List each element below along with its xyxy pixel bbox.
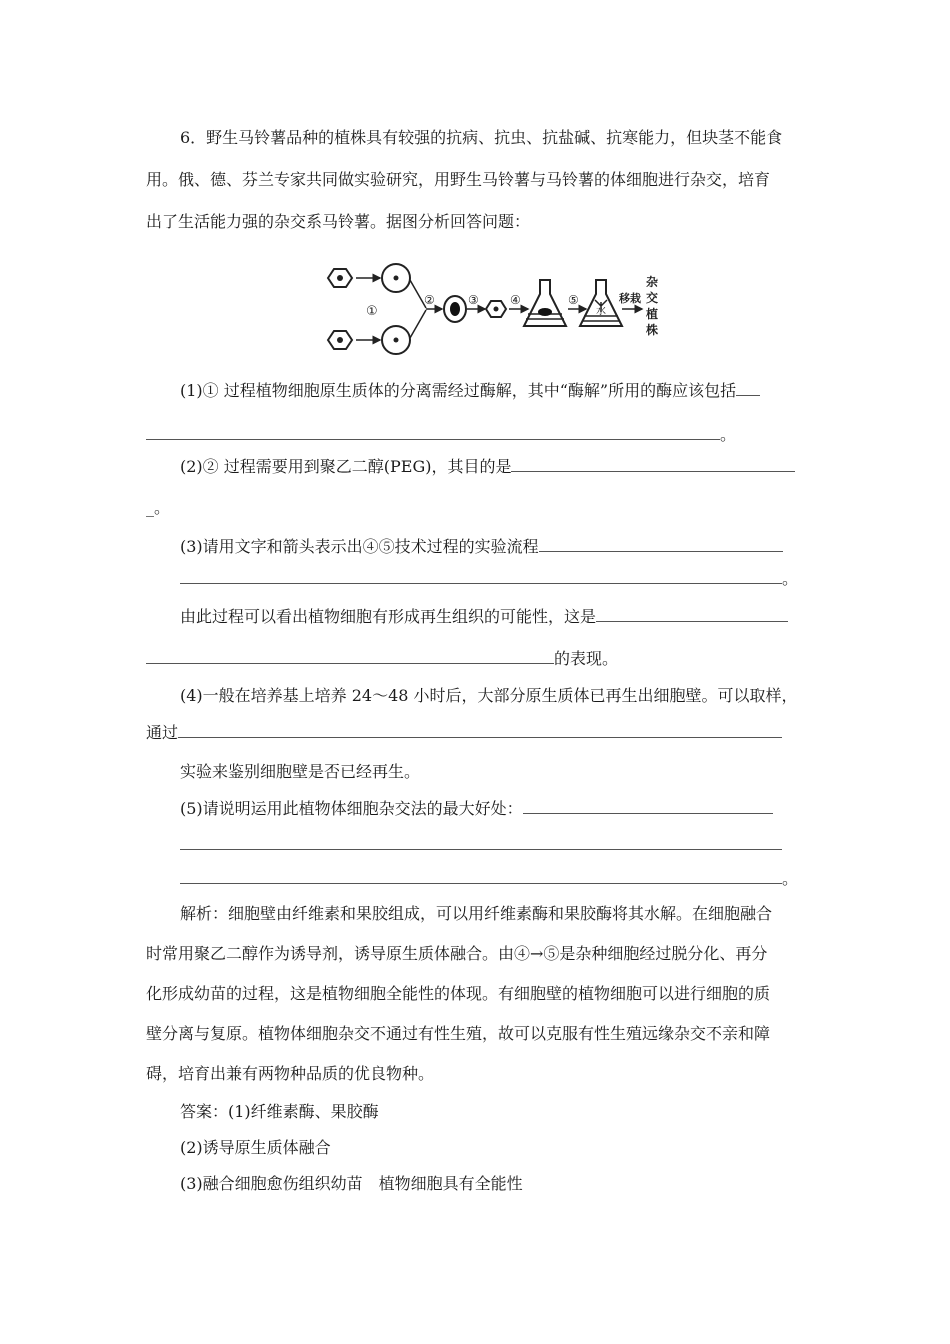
- answer-blank-4[interactable]: [178, 722, 782, 738]
- result-char-3: 植: [646, 307, 659, 321]
- culture-flask-2-icon: [580, 280, 622, 326]
- plant-cell-top-icon: [328, 269, 352, 287]
- sub-question-3b-text: 由此过程可以看出植物细胞有形成再生组织的可能性，这是: [180, 607, 597, 626]
- sub-question-4c: 实验来鉴别细胞壁是否已经再生。: [180, 762, 421, 781]
- step-2-label: ②: [424, 293, 435, 307]
- answer-line-2: (2)诱导原生质体融合: [180, 1138, 331, 1157]
- sub-question-1-text: (1)① 过程植物细胞原生质体的分离需经过酶解，其中“酶解”所用的酶应该包括: [180, 381, 737, 400]
- plant-cell-bottom-icon: [328, 331, 352, 349]
- sub-question-4b-text: 通过: [146, 723, 179, 742]
- fused-cell-icon: [444, 296, 466, 322]
- answer-line-3: (3)融合细胞愈伤组织幼苗 植物细胞具有全能性: [180, 1174, 523, 1193]
- sub-question-5: [180, 798, 773, 819]
- sub-question-5-text: (5)请说明运用此植物体细胞杂交法的最大好处：: [180, 799, 523, 818]
- sub-question-2: [180, 456, 795, 477]
- answer-blank-2a[interactable]: [511, 456, 795, 472]
- step-4-label: ④: [510, 293, 521, 307]
- end-mark: 。: [782, 569, 799, 588]
- step-1-label: ①: [366, 304, 378, 319]
- question-line-2: 用。俄、德、芬兰专家共同做实验研究，用野生马铃薯与马铃薯的体细胞进行杂交，培育: [146, 170, 771, 189]
- protoplast-top-icon: [382, 264, 410, 292]
- analysis-line-2: 时常用聚乙二醇作为诱导剂，诱导原生质体融合。由④→⑤是杂种细胞经过脱分化、再分: [146, 944, 768, 963]
- result-char-4: 株: [646, 323, 659, 337]
- end-mark: 。: [720, 425, 737, 444]
- answer-blank-5a[interactable]: [523, 798, 773, 814]
- step-3-label: ③: [468, 293, 479, 307]
- analysis-line-4: 壁分离与复原。植物体细胞杂交不通过有性生殖，故可以克服有性生殖远缘杂交不亲和障: [146, 1024, 771, 1043]
- sub-question-4: (4)一般在培养基上培养 24～48 小时后，大部分原生质体已再生出细胞壁。可以取样，: [180, 686, 798, 705]
- result-char-1: 杂: [646, 275, 659, 289]
- sub-question-3-text: (3)请用文字和箭头表示出④⑤技术过程的实验流程: [180, 537, 539, 556]
- answer-blank-3b[interactable]: [180, 568, 782, 584]
- sub-question-3c-text: 的表现。: [554, 649, 619, 668]
- question-line-3: 出了生活能力强的杂交系马铃薯。据图分析回答问题：: [146, 212, 531, 231]
- fusion-diagram: [318, 256, 663, 360]
- answer-blank-1b[interactable]: [146, 424, 720, 440]
- sub-question-3: [180, 536, 783, 557]
- culture-flask-1-icon: [524, 280, 566, 326]
- answer-blank-3c[interactable]: [596, 606, 788, 622]
- transplant-label: 移栽: [619, 292, 641, 305]
- answer-blank-5b[interactable]: [180, 834, 782, 850]
- answer-blank-3a[interactable]: [539, 536, 783, 552]
- step-5-label: ⑤: [568, 293, 579, 307]
- answer-blank-3d[interactable]: [146, 648, 554, 664]
- hybrid-cell-icon: [486, 301, 506, 317]
- analysis-line-1: 解析：细胞壁由纤维素和果胶组成，可以用纤维素酶和果胶酶将其水解。在细胞融合: [180, 904, 773, 923]
- answer-line-1: 答案：(1)纤维素酶、果胶酶: [180, 1102, 379, 1121]
- sub-question-1: [180, 380, 760, 401]
- water-label: 水: [596, 306, 606, 317]
- answer-blank-5c[interactable]: [180, 868, 782, 884]
- answer-blank-2b: _。: [146, 498, 171, 517]
- analysis-line-3: 化形成幼苗的过程，这是植物细胞全能性的体现。有细胞壁的植物细胞可以进行细胞的质: [146, 984, 771, 1003]
- protoplast-bottom-icon: [382, 326, 410, 354]
- answer-blank-1a[interactable]: [736, 380, 760, 396]
- question-line-1: 6．野生马铃薯品种的植株具有较强的抗病、抗虫、抗盐碱、抗寒能力，但块茎不能食: [180, 128, 783, 147]
- analysis-line-5: 碍，培育出兼有两物种品质的优良物种。: [146, 1064, 435, 1083]
- sub-question-2-text: (2)② 过程需要用到聚乙二醇(PEG)，其目的是: [180, 457, 512, 476]
- sub-question-3b: [180, 606, 788, 627]
- end-mark: 。: [782, 869, 799, 888]
- result-char-2: 交: [646, 291, 659, 305]
